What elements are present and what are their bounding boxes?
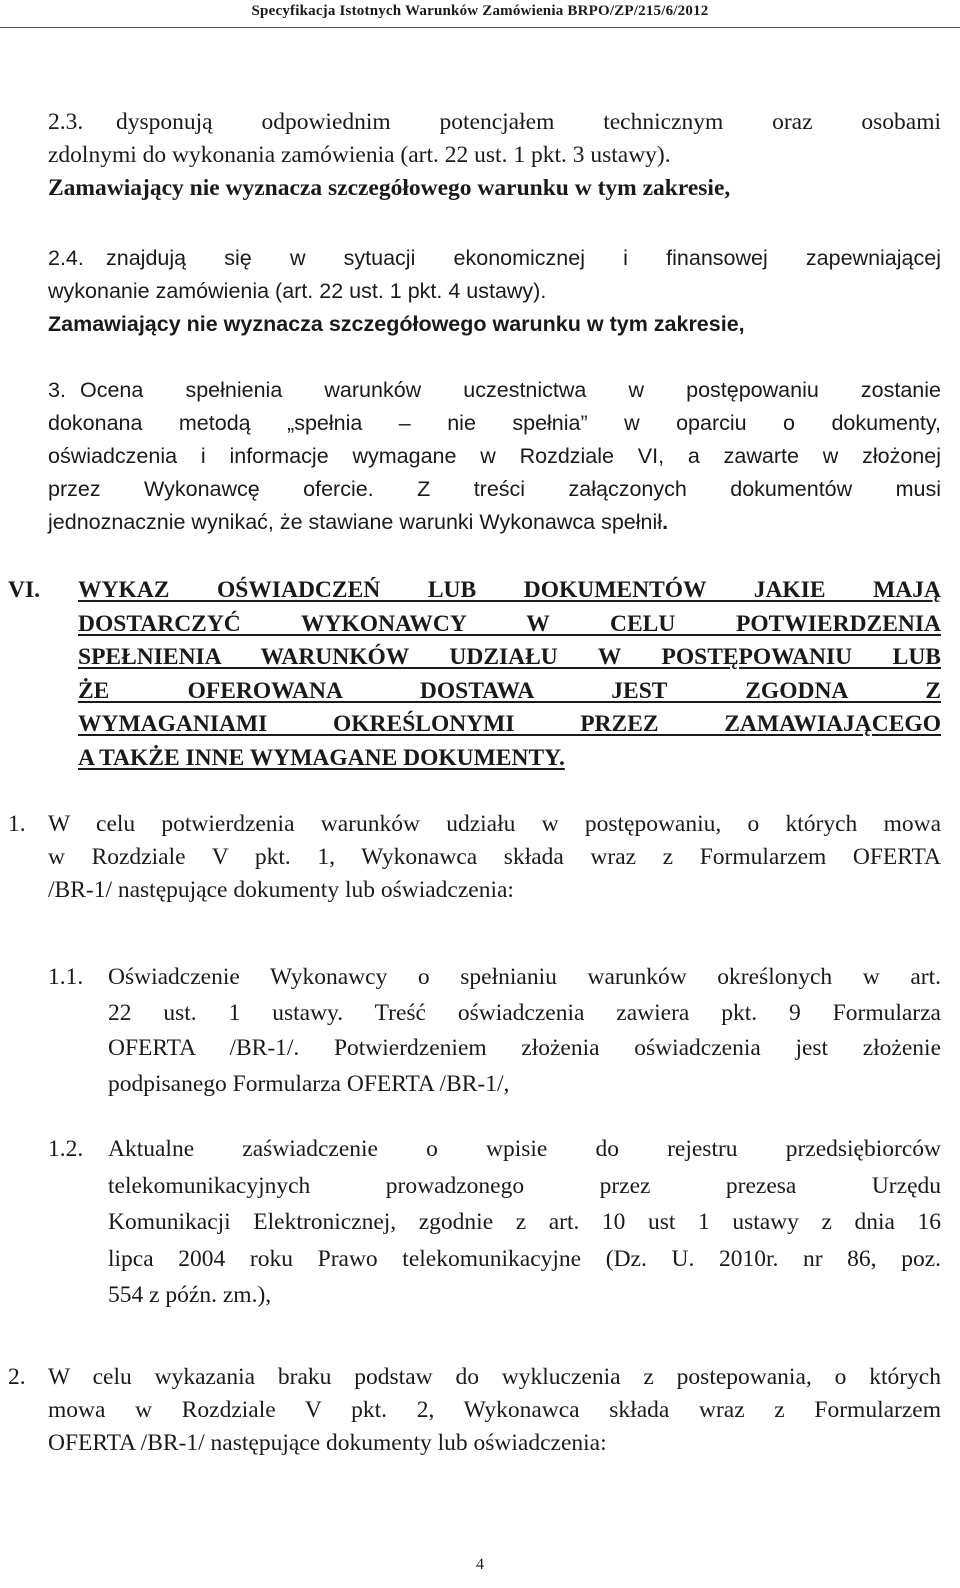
section-vi-heading bbox=[8, 574, 941, 775]
item-text-line: mowa w Rozdziale V pkt. 2, Wykonawca składa wraz z Formularzem bbox=[48, 1397, 941, 1423]
item-text-line: Ocena spełnienia warunków uczestnictwa w postępowaniu zostanie bbox=[80, 378, 941, 402]
item-number: 2. bbox=[8, 1364, 26, 1390]
item-text-line: lipca 2004 roku Prawo telekomunikacyjne (Dz. U. 2010r. nr 86, poz. bbox=[108, 1245, 941, 1272]
section-title-line: DOSTARCZYĆ WYKONAWCY W CELU POTWIERDZENIA bbox=[78, 610, 941, 637]
item-text-line: znajdują się w sytuacji ekonomicznej i finansowej zapewniającej bbox=[106, 246, 941, 270]
item-text-line: W celu potwierdzenia warunków udziału w postępowaniu, o których mowa bbox=[48, 811, 941, 837]
item-text-line: Oświadczenie Wykonawcy o spełnianiu warunków określonych w art. bbox=[108, 964, 941, 990]
item-2 bbox=[8, 1361, 941, 1460]
item-text-line: podpisanego Formularza OFERTA /BR-1/, bbox=[108, 1070, 510, 1097]
item-text-fragment: jednoznacznie wynikać, że stawiane warunki Wykonawca spełnił bbox=[48, 510, 663, 534]
item-number: 2.4. bbox=[48, 246, 84, 270]
section-title-line: WYMAGANIAMI OKREŚLONYMI PRZEZ ZAMAWIAJĄCEGO bbox=[78, 711, 941, 737]
item-1-2 bbox=[48, 1131, 941, 1314]
item-number: 2.3. bbox=[48, 109, 84, 135]
item-1-1 bbox=[48, 960, 941, 1102]
page-number: 4 bbox=[476, 1556, 484, 1573]
item-text-line: w Rozdziale V pkt. 1, Wykonawca składa wraz z Formularzem OFERTA bbox=[48, 844, 941, 870]
item-text-line bbox=[48, 506, 941, 539]
section-title-line: A TAKŻE INNE WYMAGANE DOKUMENTY. bbox=[78, 744, 565, 771]
item-text-line: zdolnymi do wykonania zamówienia (art. 22 ust. 1 pkt. 3 ustawy). bbox=[48, 142, 671, 168]
item-number: 3. bbox=[48, 378, 66, 402]
item-text-line: telekomunikacyjnych prowadzonego przez prezesa Urzędu bbox=[108, 1172, 941, 1199]
item-text-line: W celu wykazania braku podstaw do wykluczenia z postepowania, o których bbox=[48, 1364, 941, 1390]
item-text-line: /BR-1/ następujące dokumenty lub oświadczenia: bbox=[48, 877, 514, 903]
section-title-line: ŻE OFEROWANA DOSTAWA JEST ZGODNA Z bbox=[78, 677, 941, 704]
item-text-line: przez Wykonawcę ofercie. Z treści załączonych dokumentów musi bbox=[48, 477, 941, 501]
item-text-line: wykonanie zamówienia (art. 22 ust. 1 pkt. 4 ustawy). bbox=[48, 279, 547, 303]
document-header: Specyfikacja Istotnych Warunków Zamówienia BRPO/ZP/215/6/2012 bbox=[251, 3, 709, 19]
item-text-line: OFERTA /BR-1/. Potwierdzeniem złożenia oświadczenia jest złożenie bbox=[108, 1035, 941, 1061]
item-text-line: oświadczenia i informacje wymagane w Rozdziale VI, a zawarte w złożonej bbox=[48, 444, 941, 468]
item-2-4 bbox=[48, 242, 941, 341]
item-number: 1.1. bbox=[48, 964, 84, 990]
item-3 bbox=[48, 374, 941, 539]
section-title-line: SPEŁNIENIA WARUNKÓW UDZIAŁU W POSTĘPOWANIU LUB bbox=[78, 644, 941, 670]
item-1 bbox=[8, 808, 941, 907]
item-text-line: Aktualne zaświadczenie o wpisie do rejestru przedsiębiorców bbox=[108, 1136, 941, 1162]
item-text-line: OFERTA /BR-1/ następujące dokumenty lub oświadczenia: bbox=[48, 1430, 607, 1456]
header-divider bbox=[0, 27, 960, 28]
item-number: 1. bbox=[8, 811, 26, 837]
item-text-line: Komunikacji Elektronicznej, zgodnie z art. 10 ust 1 ustawy z dnia 16 bbox=[108, 1209, 941, 1235]
item-note: Zamawiający nie wyznacza szczegółowego warunku w tym zakresie, bbox=[48, 312, 745, 336]
item-note: Zamawiający nie wyznacza szczegółowego warunku w tym zakresie, bbox=[48, 175, 731, 201]
item-text-line: dokonana metodą „spełnia – nie spełnia” w oparciu o dokumenty, bbox=[48, 411, 941, 435]
item-number: 1.2. bbox=[48, 1136, 84, 1162]
item-text-line: 22 ust. 1 ustawy. Treść oświadczenia zawiera pkt. 9 Formularza bbox=[108, 999, 941, 1026]
item-text-line: 554 z późn. zm.), bbox=[108, 1282, 272, 1308]
item-text-period: . bbox=[662, 510, 669, 534]
item-2-3 bbox=[48, 106, 941, 205]
section-number: VI. bbox=[8, 577, 40, 603]
item-text-line: dysponują odpowiednim potencjałem technicznym oraz osobami bbox=[116, 109, 941, 135]
section-title-line: WYKAZ OŚWIADCZEŃ LUB DOKUMENTÓW JAKIE MAJĄ bbox=[78, 577, 941, 603]
